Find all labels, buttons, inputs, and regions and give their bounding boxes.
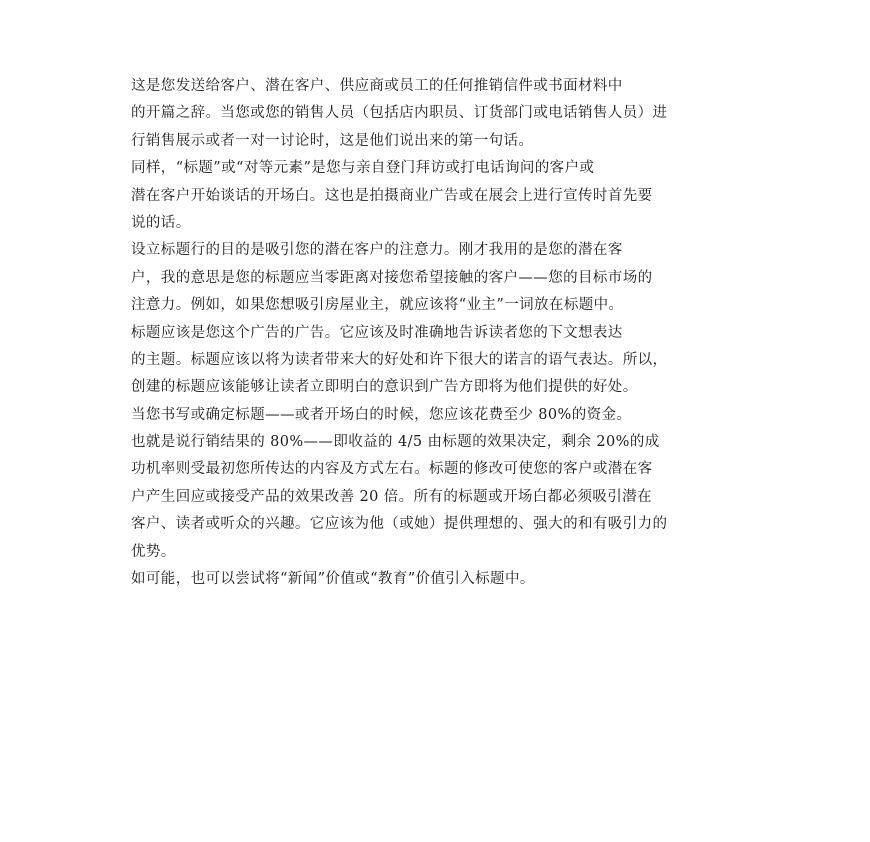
- text-line: 这是您发送给客户、潜在客户、供应商或员工的任何推销信件或书面材料中: [131, 78, 623, 94]
- text-line: 客户、读者或听众的兴趣。它应该为他（或她）提供理想的、强大的和有吸引力的: [131, 516, 668, 533]
- text-line: 创建的标题应该能够让读者立即明白的意识到广告方即将为他们提供的好处。: [131, 379, 638, 396]
- text-line: 也就是说行销结果的 80%——即收益的 4/5 由标题的效果决定，剩余 20%的成: [131, 434, 660, 451]
- text-line: 行销售展示或者一对一讨论时，这是他们说出来的第一句话。: [131, 132, 534, 149]
- text-line: 的开篇之辞。当您或您的销售人员（包括店内职员、订货部门或电话销售人员）进: [131, 105, 668, 122]
- text-line: 标题应该是您这个广告的广告。它应该及时准确地告诉读者您的下文想表达: [131, 324, 623, 341]
- document-body: [131, 73, 751, 593]
- text-line: 注意力。例如，如果您想吸引房屋业主，就应该将“业主”一词放在标题中。: [131, 297, 624, 314]
- text-line: 优势。: [131, 543, 176, 560]
- text-line: 潜在客户开始谈话的开场白。这也是拍摄商业广告或在展会上进行宣传时首先要: [131, 187, 653, 204]
- text-line: 的主题。标题应该以将为读者带来大的好处和许下很大的诺言的语气表达。所以，: [131, 351, 668, 368]
- text-line: 说的话。: [131, 214, 191, 231]
- text-line: 如可能，也可以尝试将“新闻”价值或“教育”价值引入标题中。: [131, 571, 535, 588]
- text-line: 当您书写或确定标题——或者开场白的时候，您应该花费至少 80%的资金。: [131, 406, 632, 423]
- text-line: 户，我的意思是您的标题应当零距离对接您希望接触的客户——您的目标市场的: [131, 269, 653, 286]
- text-line: 同样，“标题”或“对等元素”是您与亲自登门拜访或打电话询问的客户或: [131, 160, 595, 177]
- text-line: 功机率则受最初您所传达的内容及方式左右。标题的修改可使您的客户或潜在客: [131, 461, 653, 478]
- text-line: 户产生回应或接受产品的效果改善 20 倍。所有的标题或开场白都必须吸引潜在: [131, 488, 652, 505]
- text-line: 设立标题行的目的是吸引您的潜在客户的注意力。刚才我用的是您的潜在客: [131, 242, 623, 259]
